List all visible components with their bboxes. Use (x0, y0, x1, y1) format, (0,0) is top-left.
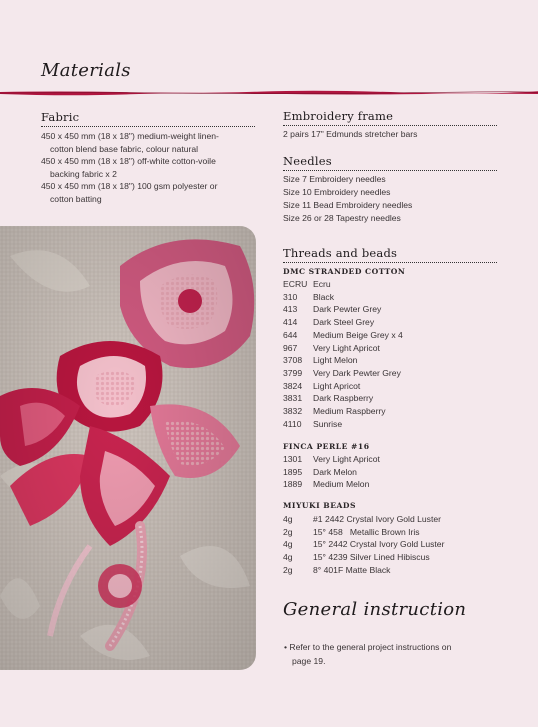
bullet-line-2: page 19. (292, 656, 326, 666)
embroidery-photo (0, 226, 256, 670)
dmc-row (283, 342, 403, 355)
finca-row (283, 466, 380, 479)
finca-row (283, 453, 380, 466)
miyuki-row (283, 564, 444, 577)
needle-item: Size 10 Embroidery needles (283, 187, 391, 197)
miyuki-row (283, 551, 444, 564)
dmc-name: Very Light Apricot (313, 342, 380, 353)
miyuki-name: 15° 458 Metallic Brown Iris (313, 526, 420, 537)
general-bullet (284, 640, 451, 668)
finca-code: 1895 (283, 466, 303, 477)
miyuki-list (283, 513, 444, 577)
fabric-list (41, 130, 256, 206)
needles-list (283, 173, 412, 225)
dmc-row (283, 418, 403, 431)
dmc-code: ECRU (283, 279, 308, 289)
dmc-code: 3831 (283, 393, 303, 404)
needles-title: Needles (283, 154, 332, 168)
finca-name: Medium Melon (313, 479, 370, 490)
needle-item: Size 7 Embroidery needles (283, 174, 386, 184)
dmc-name: Light Melon (313, 355, 358, 366)
dmc-row (283, 316, 403, 329)
dmc-row (283, 329, 403, 342)
fabric-item-1-cont: cotton blend base fabric, colour natural (50, 143, 199, 154)
dmc-code: 310 (283, 291, 298, 302)
miyuki-name: 15° 4239 Silver Lined Hibiscus (313, 552, 430, 563)
dmc-code: 644 (283, 329, 298, 340)
fabric-title: Fabric (41, 110, 80, 124)
fabric-item-1: 450 x 450 mm (18 x 18") medium-weight linen- (41, 131, 219, 141)
threads-divider (283, 262, 497, 263)
embroidery-illustration (0, 226, 256, 670)
fabric-item-2: 450 x 450 mm (18 x 18") off-white cotton-voile (41, 156, 216, 167)
miyuki-qty: 4g (283, 539, 293, 550)
dmc-code: 3799 (283, 367, 303, 378)
dmc-name: Sunrise (313, 418, 343, 429)
threads-title: Threads and beads (283, 246, 398, 260)
bullet-line-1 (284, 640, 451, 654)
miyuki-name: #1 2442 Crystal Ivory Gold Luster (313, 514, 442, 524)
fabric-item-3: 450 x 450 mm (18 x 18") 100 gsm polyester or (41, 181, 218, 192)
finca-name: Very Light Apricot (313, 454, 380, 464)
dmc-row (283, 291, 403, 304)
miyuki-row (283, 513, 444, 526)
dmc-name: Very Dark Pewter Grey (313, 367, 401, 378)
dmc-code: 413 (283, 304, 298, 315)
miyuki-name: 15° 2442 Crystal Ivory Gold Luster (313, 539, 445, 550)
general-instruction-title: General instruction (283, 599, 467, 620)
dmc-row (283, 354, 403, 367)
dmc-name: Ecru (313, 279, 331, 289)
needle-item: Size 26 or 28 Tapestry needles (283, 213, 401, 223)
dmc-row (283, 367, 403, 380)
dmc-row (283, 303, 403, 316)
finca-list (283, 453, 380, 491)
miyuki-label: MIYUKI BEADS (283, 501, 356, 510)
fabric-divider (41, 126, 255, 127)
dmc-name: Dark Pewter Grey (313, 304, 382, 315)
finca-code: 1889 (283, 479, 303, 490)
red-divider (0, 89, 538, 96)
finca-row (283, 478, 380, 491)
frame-divider (283, 125, 497, 126)
dmc-name: Dark Steel Grey (313, 317, 375, 328)
dmc-name: Dark Raspberry (313, 393, 374, 404)
dmc-code: 3832 (283, 406, 303, 417)
needle-item: Size 11 Bead Embroidery needles (283, 200, 413, 210)
needles-divider (283, 170, 497, 171)
miyuki-qty: 4g (283, 514, 293, 524)
miyuki-name: 8° 401F Matte Black (313, 564, 391, 575)
materials-title: Materials (41, 60, 131, 81)
dmc-code: 3708 (283, 355, 303, 366)
dmc-code: 414 (283, 317, 298, 328)
miyuki-row (283, 538, 444, 551)
finca-code: 1301 (283, 454, 303, 464)
dmc-code: 967 (283, 342, 298, 353)
frame-item: 2 pairs 17" Edmunds stretcher bars (283, 129, 418, 139)
dmc-row (283, 405, 403, 418)
dmc-name: Black (313, 291, 335, 302)
miyuki-row (283, 526, 444, 539)
miyuki-qty: 4g (283, 552, 293, 563)
dmc-row (283, 278, 403, 291)
dmc-code: 4110 (283, 418, 302, 429)
bullet-dot-icon: • (284, 642, 290, 652)
dmc-code: 3824 (283, 380, 303, 391)
miyuki-qty: 2g (283, 564, 293, 575)
dmc-name: Medium Raspberry (313, 406, 386, 417)
dmc-name: Light Apricot (313, 380, 361, 391)
dmc-list (283, 278, 403, 430)
dmc-row (283, 392, 403, 405)
dmc-name: Medium Beige Grey x 4 (313, 329, 403, 340)
miyuki-qty: 2g (283, 526, 293, 537)
bullet-text: Refer to the general project instructions on (289, 642, 452, 652)
fabric-item-3-cont: cotton batting (50, 193, 102, 204)
frame-title: Embroidery frame (283, 109, 394, 123)
fabric-item-2-cont: backing fabric x 2 (50, 168, 117, 179)
dmc-row (283, 380, 403, 393)
finca-name: Dark Melon (313, 466, 357, 477)
dmc-label: DMC STRANDED COTTON (283, 267, 406, 276)
finca-label: FINCA PERLE #16 (283, 442, 370, 451)
